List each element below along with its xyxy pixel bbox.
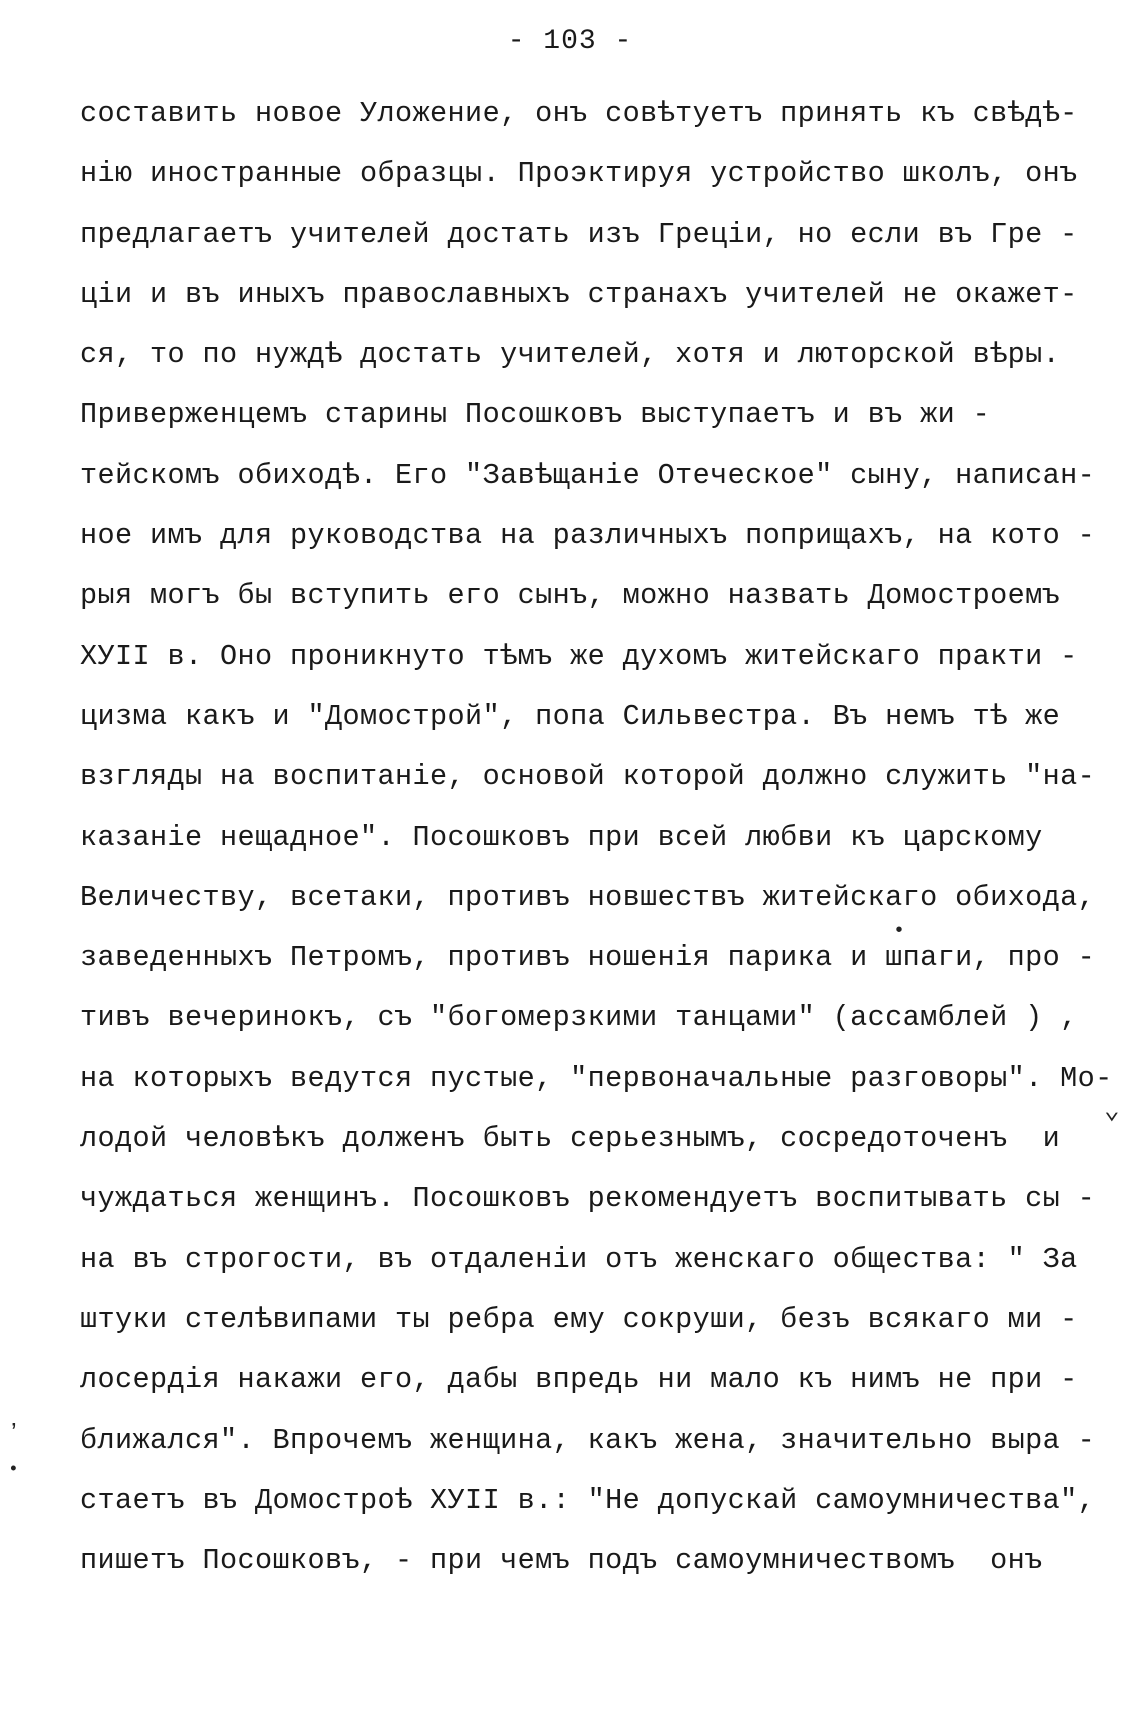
text-line: ближался". Впрочемъ женщина, какъ жена, значительно выра - bbox=[80, 1423, 1096, 1457]
text-line: взгляды на воспитаніе, основой которой должно служить "на- bbox=[80, 760, 1096, 794]
page-number: - 103 - bbox=[507, 26, 633, 57]
text-line: лосердія накажи его, дабы впредь ни мало къ нимъ не при - bbox=[80, 1363, 1078, 1397]
text-line: лодой человѣкъ долженъ быть серьезнымъ, сосредоточенъ и bbox=[80, 1122, 1061, 1156]
text-line: цизма какъ и "Домострой", попа Сильвестра. Въ немъ тѣ же bbox=[80, 699, 1061, 733]
text-line: ціи и въ иныхъ православныхъ странахъ учителей не окажет- bbox=[80, 277, 1078, 311]
text-line: пишетъ Посошковъ, - при чемъ подъ самоумничествомъ онъ bbox=[80, 1544, 1043, 1578]
text-line: рыя могъ бы вступить его сынъ, можно назвать Домостроемъ bbox=[80, 579, 1061, 613]
margin-dot: • bbox=[8, 1460, 19, 1480]
text-line: ся, то по нуждѣ достать учителей, хотя и люторской вѣры. bbox=[80, 338, 1061, 372]
text-line: составить новое Уложение, онъ совѣтуетъ принять къ свѣдѣ- bbox=[80, 97, 1078, 130]
text-line: казаніе нещадное". Посошковъ при всей любви къ царскому bbox=[80, 820, 1043, 854]
text-line: на въ строгости, въ отдаленіи отъ женскаго общества: " За bbox=[80, 1242, 1078, 1276]
text-line: Приверженцемъ старины Посошковъ выступаетъ и въ жи - bbox=[80, 398, 991, 432]
text-line: тейскомъ обиходѣ. Его "Завѣщаніе Отеческое" сыну, написан- bbox=[80, 458, 1096, 492]
text-line: чуждаться женщинъ. Посошковъ рекомендуетъ воспитывать сы - bbox=[80, 1182, 1096, 1216]
text-line: на которыхъ ведутся пустые, "первоначальные разговоры". Мо- bbox=[80, 1061, 1113, 1095]
text-line: предлагаетъ учителей достать изъ Греціи, но если въ Гре - bbox=[80, 217, 1078, 251]
text-line: нію иностранные образцы. Проэктируя устройство школъ, онъ bbox=[80, 157, 1078, 191]
text-body bbox=[80, 92, 1113, 1599]
ink-dot: • bbox=[893, 920, 906, 943]
text-line: Величеству, всетаки, противъ новшествъ житейскаго обихода, bbox=[80, 880, 1096, 914]
margin-check-mark: ⌄ bbox=[1104, 1096, 1120, 1126]
text-line: ХУII в. Оно проникнуто тѣмъ же духомъ житейскаго практи - bbox=[80, 639, 1078, 673]
text-line: стаетъ въ Домостроѣ ХУII в.: "Не допускай самоумничества", bbox=[80, 1483, 1096, 1517]
text-line: заведенныхъ Петромъ, противъ ношенія парика и шпаги, про - bbox=[80, 941, 1096, 975]
margin-pencil-mark: ʼ bbox=[6, 1420, 22, 1450]
text-line: ное имъ для руководства на различныхъ поприщахъ, на кото - bbox=[80, 519, 1096, 553]
text-line: штуки стелѣвипами ты ребра ему сокруши, безъ всякаго ми - bbox=[80, 1302, 1078, 1336]
text-line: тивъ вечеринокъ, съ "богомерзкими танцами" (ассамблей ) , bbox=[80, 1001, 1078, 1035]
